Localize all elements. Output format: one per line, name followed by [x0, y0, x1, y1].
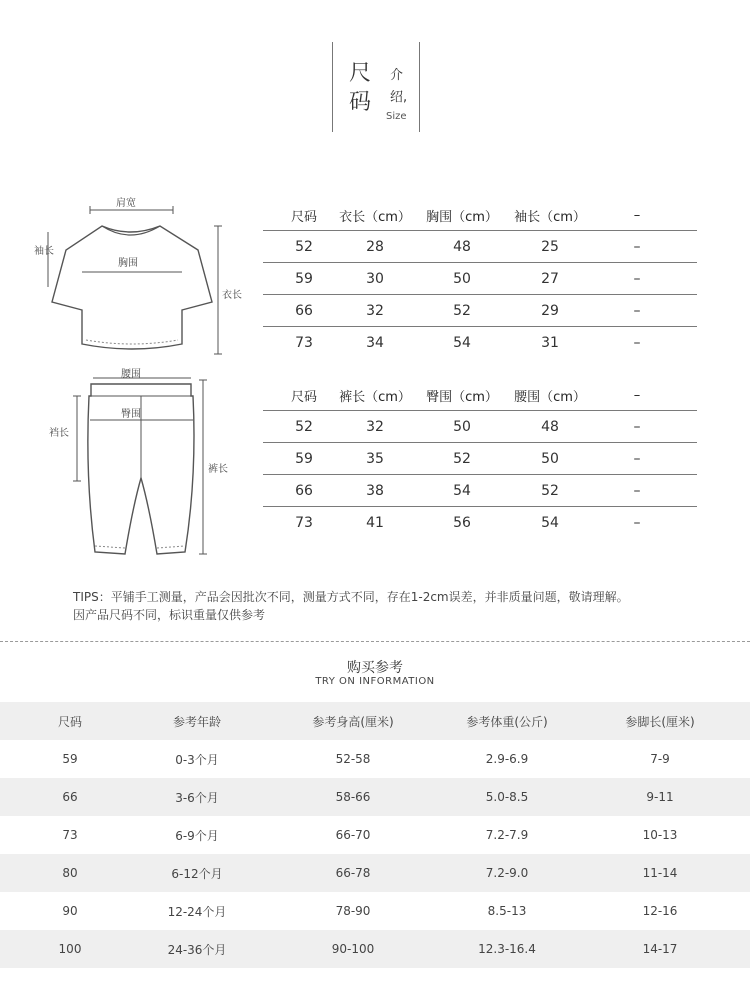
top-garment-diagram — [30, 192, 255, 362]
table-cell: 80 — [62, 866, 78, 880]
table-cell: – — [633, 450, 641, 467]
header-cell: – — [633, 387, 641, 403]
header-cell: 参脚长(厘米) — [625, 714, 695, 729]
table-cell: 11-14 — [642, 866, 678, 880]
table-row — [263, 475, 697, 507]
table-cell: 29 — [541, 302, 559, 319]
table-cell: 41 — [366, 514, 384, 531]
dashed-divider — [0, 641, 750, 642]
table-cell: 90 — [62, 904, 78, 918]
table-cell: 50 — [453, 418, 471, 435]
table-cell: 2.9-6.9 — [485, 752, 529, 766]
header-cell: 胸围（cm） — [426, 209, 498, 225]
header-cell: 袖长（cm） — [514, 209, 586, 225]
table-cell: 28 — [366, 238, 384, 255]
table-cell: 12-16 — [642, 904, 678, 918]
table-cell: 66 — [295, 482, 313, 499]
header-cell: 尺码 — [290, 209, 317, 225]
table-cell: 48 — [453, 238, 471, 255]
table-row — [263, 295, 697, 327]
table-cell: 59 — [295, 450, 313, 467]
table-cell: 50 — [541, 450, 559, 467]
try-on-table — [0, 702, 750, 968]
title-small-2: 绍, — [390, 90, 408, 105]
title-char-1: 尺 — [349, 61, 372, 86]
table-row — [0, 854, 750, 892]
table-cell: 12-24个月 — [167, 904, 227, 919]
table-cell: 30 — [366, 270, 384, 287]
header-cell: – — [633, 207, 641, 223]
table-row — [0, 930, 750, 968]
table-cell: 52 — [295, 418, 313, 435]
table-cell: 34 — [366, 334, 384, 351]
table-cell: 3-6个月 — [175, 790, 219, 805]
table-cell: 52-58 — [335, 752, 371, 766]
table-cell: 56 — [453, 514, 471, 531]
table-cell: – — [633, 334, 641, 351]
table-row — [263, 231, 697, 263]
header-cell: 尺码 — [290, 389, 317, 405]
table-cell: 78-90 — [335, 904, 371, 918]
tips-line-1: TIPS：平铺手工测量，产品会因批次不同，测量方式不同，存在1-2cm误差，并非质量问题，敬请理解。 — [73, 590, 629, 604]
table-cell: 7.2-9.0 — [485, 866, 529, 880]
table-cell: – — [633, 238, 641, 255]
table-cell: 32 — [366, 418, 384, 435]
table-cell: 27 — [541, 270, 559, 287]
table-cell: 48 — [541, 418, 559, 435]
table-row — [0, 816, 750, 854]
table-cell: 66-70 — [335, 828, 371, 842]
header-cell: 裤长（cm） — [339, 389, 411, 405]
header-cell: 参考身高(厘米) — [312, 714, 394, 729]
table-cell: 8.5-13 — [487, 904, 527, 918]
table-cell: 58-66 — [335, 790, 371, 804]
table-row — [263, 443, 697, 475]
table-cell: – — [633, 482, 641, 499]
table-row — [263, 411, 697, 443]
header-cell: 参考年龄 — [172, 714, 221, 729]
table-cell: 52 — [541, 482, 559, 499]
title-small-1: 介 — [390, 68, 404, 83]
sleeve-label: 袖长 — [34, 246, 54, 257]
table-cell: 38 — [366, 482, 384, 499]
table-cell: 32 — [366, 302, 384, 319]
table-row — [263, 507, 697, 538]
table-cell: – — [633, 302, 641, 319]
header-cell: 臀围（cm） — [426, 389, 498, 405]
table-cell: 0-3个月 — [175, 752, 219, 767]
table-cell: 54 — [541, 514, 559, 531]
table-cell: 25 — [541, 238, 559, 255]
table-cell: 31 — [541, 334, 559, 351]
table-cell: 73 — [295, 514, 313, 531]
table-cell: 7-9 — [650, 752, 670, 766]
table-cell: 52 — [453, 302, 471, 319]
table-cell: 6-12个月 — [171, 866, 223, 881]
table-row — [0, 892, 750, 930]
table-cell: 90-100 — [331, 942, 375, 956]
table-cell: 12.3-16.4 — [478, 942, 536, 956]
crotch-label: 裆长 — [49, 428, 69, 439]
table-cell: 73 — [62, 828, 78, 842]
header-cell: 衣长（cm） — [339, 209, 411, 225]
header-cell: 腰围（cm） — [514, 389, 586, 405]
title-char-2: 码 — [349, 90, 372, 115]
table-cell: 24-36个月 — [167, 942, 227, 957]
tips-line-2: 因产品尺码不同，标识重量仅供参考 — [73, 608, 266, 622]
table-row — [0, 778, 750, 816]
header-cell: 尺码 — [57, 714, 82, 729]
title-en: Size — [386, 111, 407, 122]
table-cell: 73 — [295, 334, 313, 351]
shoulder-label: 肩宽 — [116, 198, 136, 209]
top-size-table — [263, 200, 697, 358]
table-cell: 52 — [295, 238, 313, 255]
table-cell: 52 — [453, 450, 471, 467]
table-cell: 10-13 — [642, 828, 678, 842]
table-cell: 54 — [453, 334, 471, 351]
table-cell: 14-17 — [642, 942, 678, 956]
table-cell: 66-78 — [335, 866, 371, 880]
info-subtitle: TRY ON INFORMATION — [315, 676, 435, 687]
table-row — [0, 740, 750, 778]
pants-length-label: 裤长 — [208, 464, 228, 475]
table-cell: 66 — [295, 302, 313, 319]
table-row — [263, 263, 697, 295]
table-header-row — [263, 200, 697, 231]
table-cell: 6-9个月 — [175, 828, 219, 843]
table-cell: 9-11 — [646, 790, 674, 804]
table-cell: 5.0-8.5 — [485, 790, 529, 804]
table-cell: 59 — [62, 752, 78, 766]
pants-size-table — [263, 380, 697, 538]
table-cell: 35 — [366, 450, 384, 467]
table-cell: – — [633, 418, 641, 435]
waist-label: 腰围 — [121, 369, 141, 380]
info-title: 购买参考 — [347, 660, 403, 676]
table-row — [263, 327, 697, 358]
chest-label: 胸围 — [118, 258, 138, 269]
table-header-row — [0, 702, 750, 740]
table-cell: 7.2-7.9 — [485, 828, 529, 842]
length-label: 衣长 — [222, 290, 242, 301]
table-cell: – — [633, 270, 641, 287]
table-header-row — [263, 380, 697, 411]
table-cell: 59 — [295, 270, 313, 287]
pants-diagram — [45, 366, 245, 566]
size-title-box — [332, 42, 420, 132]
table-cell: 50 — [453, 270, 471, 287]
table-cell: – — [633, 514, 641, 531]
table-cell: 100 — [58, 942, 82, 956]
table-cell: 66 — [62, 790, 78, 804]
table-cell: 54 — [453, 482, 471, 499]
header-cell: 参考体重(公斤) — [466, 714, 548, 729]
hip-label: 臀围 — [121, 409, 141, 420]
